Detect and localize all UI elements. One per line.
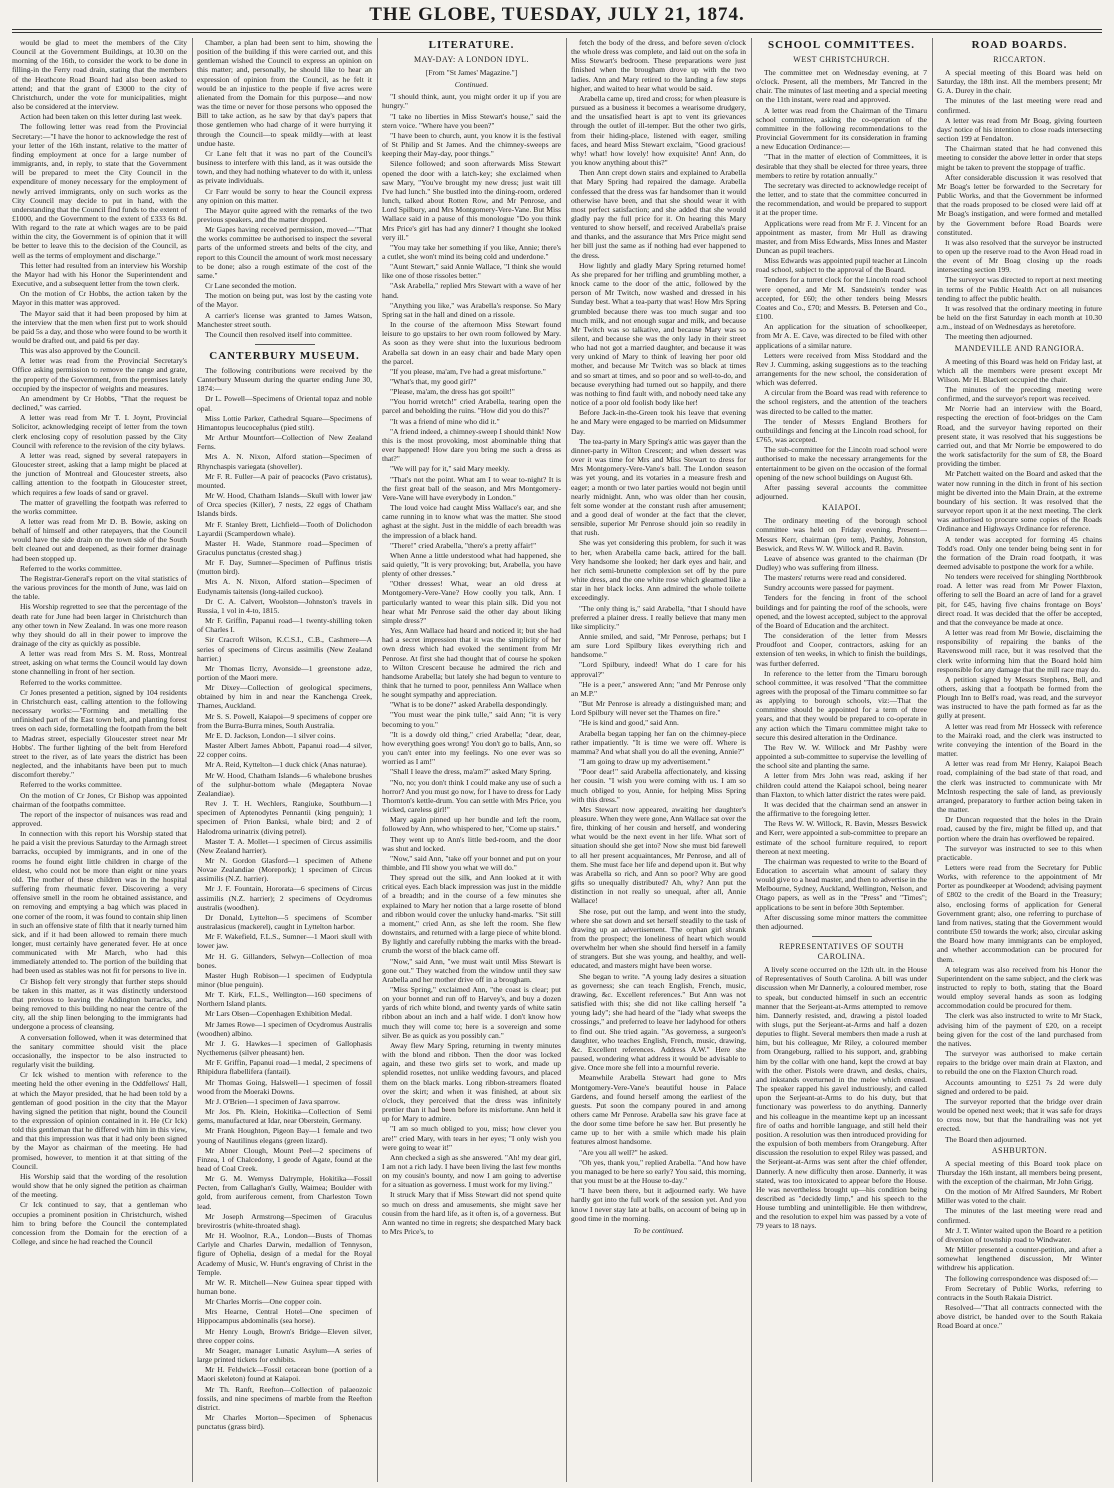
paragraph: Mr W. Hood, Chatham Islands—Skull with lower jaw of Orca species (Killer), 7 nests, 22 eggs of Chatham Islands birds. (197, 491, 372, 519)
paragraph: "Other dresses! What, wear an old dress at Montgomery-Vere-Vane? How coolly you talk, Ann. I particularly wanted to wear this plain silk. Did you not hear what Mr Penrose said the other day about liking simple dress?" (382, 579, 561, 625)
paragraph: Leave of absence was granted to the chairman (Dr Dudley) who was suffering from illness. (756, 553, 927, 572)
paragraph: Cr Jones presented a petition, signed by 104 residents in Christchurch east, calling attention to the following necessary works:—"Forming and metalling the unfinished part of the East town belt, and planting forest trees on each side, formetalling the footpath from the belt to Madras street, especially Gloucester street near Mr Hobbs'. The further lighting of the belt from Hereford street to the river, as of late years the district has been neglected, and the inhabitants have been put to much discomfort thereby." (12, 687, 187, 780)
paragraph: Dr Duncan requested that the holes in the Drain road, caused by the fire, might be filled up, and that portion where the drain has overflowed be repaired. (937, 815, 1102, 843)
paragraph: Cr Lane felt that it was no part of the Council's business to interfere with this land, as it was outside the town, and they had nothing whatever to do with it, unless as private individuals. (197, 148, 372, 186)
paragraph: The tender of Messrs England Brothers for outbuildings and fencing at the Lincoln road school, for £765, was accepted. (756, 416, 927, 445)
museum-contributions (197, 366, 372, 1431)
paragraph: Master T. A. Mollet—1 specimen of Circus assimilis (New Zealand harrier). (197, 836, 372, 855)
paragraph: "You may take her something if you like, Annie; there's a cutlet, she won't mind its being cold and underdone." (382, 242, 561, 261)
paragraph: Mr H. Woolnor, R.A., London—Busts of Thomas Carlyle and Charles Darwin, medallion of Tennyson, figure of Ophelia, design of a medal for the Royal Academy of Music, W. Hunt's engraving of Christ in the Temple. (197, 1231, 372, 1277)
story-text-continued (571, 38, 746, 1223)
paragraph: In reference to the letter from the Timaru borough school committee, it was resolved "That the committee agrees with the proposal of the Timaru committee so far as applying to borough schools, viz:—That the committee should be appointed for a term of three years, and that they would be prepared to co-operate in any action which the Timaru committee might take to secure this desired alteration in the Ordinance. (756, 668, 927, 742)
paragraph: would be glad to meet the members of the City Council at the Government Buildings, at 10.30 on the morning of the 16th, to consider the work to be done in filling-in the Ferry road drain, stating that the members of the Heathcote Road Board had also been asked to attend; and that the grant of £3000 to the city of Christchurch, under the vote for municipalities, might also be considered at the interview. (12, 38, 187, 112)
paragraph: Mr S. S. Powell, Kaiapoi—9 specimens of copper ore from the Burra-Burra mines, South Australia. (197, 711, 372, 730)
paragraph: A letter was read from the Chairman of the Timaru school committee, asking the co-operation of the committee in the following recommendations to the Provincial Government for its consideration in framing a new Education Ordinance:— (756, 105, 927, 152)
paragraph: Then Ann crept down stairs and explained to Arabella that Mary Spring had repaired the damage. Arabella confessed that the dress was far handsomer than it would otherwise have been, and that she should wear it with most perfect satisfaction; and she added that she would gladly pay the full price for it. On hearing this Mary ventured to show herself, and received Arabella's praise and thanks, and the assurance that Mrs Price might send her bill just the same as if nothing had ever happened to the dress. (571, 168, 746, 260)
section-divider (812, 936, 872, 937)
paragraph: A letter was read from Mr Hosseck with reference to the Mairaki road, and the clerk was instructed to write conveying the intention of the Board in the matter. (937, 721, 1102, 759)
paragraph: Mr J. F. Fountain, Hororata—6 specimens of Circus assimilis (N.Z. harrier); 2 specimens of Ocydromus australis (woodhen). (197, 884, 372, 912)
paragraph: In the course of the afternoon Miss Stewart found leisure to go upstairs to her own room followed by Mary. As soon as they were shut into the luxurious bedroom Arabella sat down in an easy chair and bade Mary open the parcel. (382, 320, 561, 366)
paragraph: Mr F. Wakefield, F.L.S., Sumner—1 Maori skull with lower jaw. (197, 932, 372, 951)
paragraph: Mr Charles Morton—Specimen of Sphenacus punctatus (grass bird). (197, 1413, 372, 1432)
paragraph: Arabella began tapping her fan on the chimney-piece rather impatiently. "It is time we were off. Where is mamma? And what shall you do all the evening, Annie?" (571, 728, 746, 756)
paragraph: Mr H. Feldwick—Fossil cetacean bone (portion of a Maori skeleton) found at Kaiapoi. (197, 1365, 372, 1384)
column-rule (566, 38, 567, 1482)
paragraph: It struck Mary that if Miss Stewart did not spend quite so much on dress and amusements, she might save her cousin from the hard life, as it often is, of a governess. But Ann wanted no time in regrets; she despatched Mary back to Mrs Price's, to (382, 1190, 561, 1237)
paragraph: Mr Miller presented a counter-petition, and after a somewhat lengthened discussion, Mr Winter withdrew his application. (937, 1245, 1102, 1273)
school-committees-heading: SCHOOL COMMITTEES. (768, 39, 915, 51)
paragraph: Cr Ick wished to mention with reference to the meeting held the other evening in the Oddfellows' Hall, at which the Mayor presided, that he had been told by a gentleman of good position in the city that the Mayor having signed the petition that night, bound the Council to the expression of opinion contained in it. He (Cr Ick) told this gentleman that he differed with him in this view, and that this impression was that it had only been signed by the Mayor as chairman of the meeting. He had promised, however, to mention it at that sitting of the Council. (12, 1070, 187, 1171)
paragraph: A special meeting of this Board took place on Thursday the 16th instant, all members being present, with the exception of the chairman, Mr John Grigg. (937, 1158, 1102, 1186)
paragraph: Rev J. T. H. Wechlers, Rangiuke, Southburn—1 specimen of Aptenodytes Pennantii (king penguin); 1 specimen of Prion Banksi, whale bird; and 2 of Halodroma urinatrix (diving petrel). (197, 799, 372, 836)
paragraph: A letter was read from Mrs S. M. Ross, Montreal street, asking on what terms the Council would lay down stone channelling in front of her section. (12, 649, 187, 677)
paragraph: Sundry accounts were passed for payment. (764, 583, 894, 593)
paragraph: "I have been there, but it adjourned early. We have hardly got into the full work of the session yet. And you know I never stay late at balls, on account of being up in good time in the morning. (571, 1186, 746, 1223)
paragraph: "What's that, my good girl?" (390, 377, 477, 386)
paragraph: Mr Henry Lough, Brown's Bridge—Eleven silver, three copper coins. (197, 1326, 372, 1345)
column-1 (12, 38, 187, 1482)
paragraph: Mrs A. N. Nixon, Alford station—Specimen of Eudynamis taitensis (long-tailed cuckoo). (197, 577, 372, 596)
paragraph: A conversation followed, when it was determined that the sanitary committee should visit the place occasionally, the inspector to be also instructed to regularly visit the building. (12, 1032, 187, 1070)
paragraph: On the motion of Cr Jones, Cr Bishop was appointed chairman of the footpaths committee. (12, 790, 187, 809)
paragraph: A letter was read from the Provincial Secretary's Office asking permission to remove the range and grate, the property of the Government, from the premises lately occupied by the inspector of weights and measures. (12, 356, 187, 393)
paragraph: Before Jack-in-the-Green took his leave that evening he and Mary were engaged to be married on Midsummer Day. (571, 408, 746, 436)
paragraph: After considerable discussion it was resolved that Mr Boag's letter be forwarded to the Secretary for Public Works, and that the Government be informed that the roads proposed to be closed were laid off at Mr Boag's instigation, and were formed and metalled by the Government before Road Boards were constituted. (937, 172, 1102, 237)
paragraph: Mr H. G. Gillanders, Selwyn—Collection of moa bones. (197, 951, 372, 970)
paragraph: A meeting of this Board was held on Friday last, at which all the members were present except Mr Wilson. Mr H. Blackett occupied the chair. (937, 356, 1102, 384)
section-divider (255, 344, 315, 345)
literature-heading: LITERATURE. (428, 39, 515, 51)
paragraph: The clerk was also instructed to write to Mr Stack, advising him of the payment of £20, on a receipt being given for the cost of the land purchased from the natives. (937, 1011, 1102, 1048)
museum-heading: CANTERBURY MUSEUM. (209, 350, 360, 362)
paragraph: Cr Farr would be sorry to hear the Council express any opinion on this matter. (197, 186, 372, 205)
paragraph: The motion on being put, was lost by the casting vote of the Mayor. (197, 291, 372, 310)
story-text (382, 92, 561, 1236)
paragraph: After passing several accounts the committee adjourned. (756, 482, 927, 502)
paragraph: Accounts amounting to £251 7s 2d were duly signed and ordered to be paid. (937, 1077, 1102, 1096)
paragraph: How lightly and gladly Mary Spring returned home! As she prepared for her trifling and grumbling mother, a knock came to the door of the attic, followed by the person of Mr Twitch, now washed and dressed in his Sunday best. What a tea-party that was! How Mrs Spring grumbled because there was too much sugar and too much milk, and not enough sugar and milk, and because Mr Twitch was so talkative, and because Mary was so silent, and because she was the only lady in their street who had not got a married daughter, and because it was very unkind of Mary to think of leaving her poor old mother, and because Mr Twitch was so black at times and so smart at times, and so poor and so well-to-do, and because everything had turned out so happily, and there was nothing to find fault with, and nobody need take any notice of a poor old foolish body like her! (571, 260, 746, 408)
paragraph: No tenders were received for shingling Northbrook road. A letter was read from Mr Power Flaxton, offering to sell the Board an acre of land for a gravel pit, for £45, having five chains frontage on Boys' direct road. It was decided that the offer be accepted, and that the conveyance be made at once. (937, 572, 1102, 627)
paragraph: The chairman was requested to write to the Board of Education to ascertain what amount of salary they would give to a head master, and then to advertise in the Melbourne, Sydney, Auckland, Wellington, Nelson, and Otago papers, as well as in the "Press" and "Times"; applications to be sent in before 30th September. (756, 856, 927, 912)
paragraph: Mrs Stewart now appeared, awaiting her daughter's pleasure. When they were gone, Ann Wallace sat over the fire, thinking of her cousin and herself, and wondering what would be the next event in her life. What sort of situation should she get into? Now she must bid farewell to all her present acquaintances, Mr Penrose, and all of them. She must face her life and depend upon it. But why was Arabella so rich, and Ann so poor? Why are good gifts so unequally distributed? Ah, why? Ann put the distinction in not really so unequal, after all, Annie Wallace! (571, 804, 746, 906)
paragraph: Cr Lane seconded the motion. (205, 281, 297, 291)
paragraph: Away flew Mary Spring, returning in twenty minutes with the blond and ribbon. Then the door was locked again, and these two girls set to work, and made up splendid rosettes, not unlike wedding favours, and placed them on the black marks. Long ribbon-streamers floated over the skirt; and when it was finished, at about six o'clock, they perceived that the dress was infinitely prettier than it had been before its misfortune. Ann held it up for Mary to admire. (382, 1040, 561, 1124)
south-carolina-heading: REPRESENTATIVES OF SOUTH CAROLINA. (779, 942, 904, 962)
paragraph: Mary again pinned up her bundle and left the room, followed by Ann, who whispered to her, "Come up stairs." (382, 815, 561, 834)
paragraph: A petition signed by Messrs Stephens, Bell, and others, asking that a footpath be formed from the Plough Inn to Bell's road, was read, and the surveyor was instructed to have the path formed as far as the gully at present. (937, 674, 1102, 721)
paragraph: "If you please, ma'am, I've had a great misfortune." (390, 366, 546, 376)
south-carolina-report (756, 965, 927, 1231)
to-be-continued: To be continued. (633, 1225, 684, 1235)
story-source: [From "St James' Magazine."] (425, 68, 518, 77)
paragraph: "The only thing is," said Arabella, "that I should have preferred a plainer dress. I really believe that many men like simplicity." (571, 603, 746, 631)
paragraph: "But Mr Penrose is already a distinguished man; and Lord Spilbury will never set the Thames on fire." (571, 699, 746, 718)
paragraph: They went up to Ann's little bed-room, and the door was shut and locked. (382, 834, 561, 853)
paragraph: After discussing some minor matters the committee then adjourned. (756, 912, 927, 931)
paragraph: Mr Charles Morris—One copper coin. (205, 1297, 322, 1307)
paragraph: Mr F. Stanley Brett, Lichfield—Tooth of Dolichodon Layardii (Scamperdown whale). (197, 519, 372, 538)
paragraph: The surveyor was authorised to make certain repairs to the bridge over main drain at Flaxton, and to rebuild the one on the Flaxton Church road. (937, 1049, 1102, 1077)
paragraph: The meeting then adjourned. (945, 332, 1033, 342)
ashburton-heading: ASHBURTON. (991, 1145, 1048, 1155)
paragraph: A special meeting of this Board was held on Saturday, the 18th inst. All the members present; Mr G. A. Durey in the chair. (937, 68, 1102, 96)
paragraph: Mr N. Gordon Glasford—1 specimen of Athene Novae Zealandiae (Morepork); 1 specimen of Circus assimilis (N.Z. harrier). (197, 855, 372, 884)
paragraph: The tea-party in Mary Spring's attic was gayer than the dinner-party in Wilton Crescent; and when dessert was over it was time for Mrs and Miss Stewart to dress for Mrs Montgomery-Vere-Vane's ball. The London season was yet young, and its votaries in a measure fresh and eager; a month or two later parties would not begin until nearly midnight. Ann, who was older than her cousin, felt some wonder at the constant rush after amusement; and a good deal of wonder at the fact that the clever, sensible, superior Mr Penrose should join so readily in that rush. (571, 436, 746, 538)
paragraph: Referred to the works committee. (20, 677, 122, 687)
paragraph: Cr Ick continued to say, that a gentleman who occupies a prominent position in Christchurch, wished him to bring before the Council the contemplated concession from the Domain for the erection of a College, and since he had reached the Council (12, 1200, 187, 1246)
paragraph: His Worship said that the wording of the resolution would show that he only signed the petition as chairman of the meeting. (12, 1171, 187, 1200)
paragraph: Mr F. Day, Sumner—Specimen of Puffinus tristis (mutton bird). (197, 558, 372, 577)
west-christchurch-heading: WEST CHRISTCHURCH. (793, 55, 890, 64)
council-report (12, 38, 187, 1246)
paragraph: This letter had resulted from an interview his Worship the Mayor had with his Honor the Superintendent and Executive, and a subsequent letter from the town clerk. (12, 260, 187, 289)
paragraph: Mr A. Reid, Kyttelton—1 duck chick (Anas naturae). (205, 760, 367, 770)
column-rule (751, 38, 752, 1482)
paragraph: Referred to the works committee. (20, 780, 122, 790)
mandeville-rangiora-report (937, 357, 1102, 1144)
paragraph: "Poor dear!" said Arabella affectionately, and kissing her cousin. "I wish you were coming with us. I am so much obliged to you, Annie, for helping Miss Spring with this dress." (571, 767, 746, 804)
paragraph: Mr E. D. Jackson, London—1 silver coins. (205, 730, 336, 740)
paragraph: Meanwhile Arabella Stewart had gone to Mrs Montgomery-Vere-Vane's beautiful house in Palace Gardens, and found herself among the earliest of the guests. Put soon the company poured in and among others came Mr Penrose. Arabella saw his grave face at the door some time before he saw her. But presently he came up to her with a smile which made his plain features almost handsome. (571, 1073, 746, 1147)
west-christchurch-report (756, 68, 927, 501)
paragraph: An application for the situation of schoolkeeper, from Mr A. E. Cave, was directed to be filed with other applications of a similar nature. (756, 322, 927, 350)
paragraph: In connection with this report his Worship stated that he paid a visit the previous Saturday to the Armagh street barracks, occupied by immigrants, and in one of the rooms he found eight little children in charge of the eldest, who could not be more than eight or nine years old. The mother of these children was in the hospital suffering from rheumatic fever. Discovering a very offensive smell in the room he obtained assistance, and on removing and emptying a bag which was placed in one corner of the room, it was found to contain ship linen in such an offensive state of filth that it nearly turned him sick, and if it had been allowed to remain there much longer, must certainly have generated fever. He at once communicated with Mr March, who had this immediately attended to. The portion of the building that had been used as stables was not fit for persons to live in. (12, 829, 187, 976)
paragraph: An amendment by Cr Hobbs, "That the request be declined," was carried. (12, 393, 187, 413)
paragraph: The Mayor quite agreed with the remarks of the two previous speakers, and the matter dropped. (197, 205, 372, 224)
column-6 (937, 38, 1102, 1482)
paragraph: Mr Seager, manager Lunatic Asylum—A series of large printed tickets for exhibits. (197, 1345, 372, 1365)
paragraph: Resolved—"That all contracts connected with the above district, be handed over to the South Rakaia Road Board at once." (937, 1303, 1102, 1331)
ashburton-report (937, 1159, 1102, 1331)
paragraph: Mr J. G. Hawkes—1 specimen of Gallophasis Nycthemerus (silver pheasant) hen. (197, 1038, 372, 1058)
paragraph: Dr Donald, Lyttelton—5 specimens of Scomber australasicus (mackerel), caught in Lyttelton harbor. (197, 912, 372, 932)
paragraph: Dr C. A. Calvert, Woolston—Johnston's travels in Russia, 1 vol in 4-to, 1815. (197, 596, 372, 615)
paragraph: The masters' returns were read and considered. (764, 573, 907, 583)
continued-label: Continued. (454, 80, 489, 90)
masthead-rule-2 (12, 32, 1102, 33)
paragraph: Applications were read from Mr F. J. Vincent for an appointment as master, from Mr Hull as drawing master, and from Miss Edwards, Miss Innes and Master Duncan as pupil teachers. (756, 218, 927, 255)
paragraph: She rose, put out the lamp, and went into the study, where she sat down and set herself steadily to the task of drawing up an advertisement. The orphan girl shrank from the prospect; the loneliness of heart which would overwhelm her when she should find herself in a family of strangers. But she was young, and healthy, and well-educated, and masters might have been worse. (571, 906, 746, 971)
column-rule (932, 38, 933, 1482)
paragraph: It was also resolved that the surveyor be instructed to open up the reserve road to the Avon Head road in the event of Mr Boag closing up the roads intersecting section 199. (937, 237, 1102, 275)
paragraph: Mr Dixey—Collection of geological specimens, obtained by him in and near the Kanchenga Creek, Thames, Auckland. (197, 683, 372, 711)
paragraph: Mr Jos. Ph. Klein, Hokitika—Collection of Semi gems, manufactured at Idar, near Oberstein, Germany. (197, 1107, 372, 1126)
paragraph: "We will pay for it," said Mary meekly. (390, 464, 510, 474)
paragraph: The Revs W. W. Willock, R. Bavin, Messrs Beswick and Kerr, were appointed a sub-committee to prepare an estimate of the school furniture required, to report thereon at next meeting. (756, 819, 927, 856)
paragraph: The following contributions were received by the Canterbury Museum during the quarter ending June 30, 1874:— (197, 366, 372, 394)
paragraph: Dr L. Powell—Specimens of Oriental topaz and noble opal. (197, 394, 372, 413)
paragraph: A letter from Mrs John was read, asking if her children could attend the Kaiapoi school, being nearer than Flaxton, to which latter district the rates were paid. (756, 771, 927, 799)
paragraph: A circular from the Board was read with reference to the school registers, and the attention of the teachers was directed to be called to the matter. (756, 388, 927, 416)
paragraph: Mr Patchett waited on the Board and asked that the water now running in the ditch in front of his section might be diverted into the Main Drain, at the extreme boundary of his section. It was resolved that the surveyor report upon it at the next meeting. The clerk was authorised to procure some copies of the Roads Ordinance and Highways Ordinance for reference. (937, 469, 1102, 534)
paragraph: "Oh yes, thank you," replied Arabella. "And how have you managed to be here so early? You said, this morning, that you must be at the House to-day." (571, 1157, 746, 1186)
paragraph: Miss Edwards was appointed pupil teacher at Lincoln road school, subject to the approval of the Board. (756, 256, 927, 275)
paragraph: Ann checked a sigh as she answered. "Ah! my dear girl, I am not a rich lady. I have been living the last few months on my cousin's bounty, and now I am going to advertise for a situation as governess. I must work for my living." (382, 1152, 561, 1190)
paragraph: Chamber, a plan had been sent to him, showing the position of the building if this were carried out, and this gentleman wished the Council to express an opinion on this matter; and, personally, he should like to hear an expression of opinion from the Council, as he felt it would be an injustice to the people if five acres were alienated from the Domain for this purpose—and now was the time or never for those persons who opposed the Bill to take action, as he saw by that day's papers that those gentlemen who had charge of it were hurrying it through the Council—to speak mildly—with at least undue haste. (197, 38, 372, 148)
paragraph: "What is to be done?" asked Arabella despondingly. (390, 700, 548, 710)
paragraph: The minutes of the last meeting were read and confirmed. (937, 96, 1102, 115)
paragraph: A letter was read from Mr Bowie, disclaiming the responsibility of repairing the banks of the Ravenswood mill race, but it was resolved that the clerk write informing him that the Board hold him responsible for any damage that the mill race may do. (937, 628, 1102, 674)
paragraph: The following correspondence was disposed of:— (945, 1273, 1098, 1283)
paragraph: Mrs Hearne, Central Hotel—One specimen of Hippocampus abdominalis (sea horse). (197, 1307, 372, 1326)
paragraph: On the motion of Mr Alfred Saunders, Mr Robert Miller was voted to the chair. (937, 1187, 1102, 1206)
paragraph: Arabella came up, tired and cross; for when pleasure is pursued as a business it becomes a wearisome drudgery, and the unsatisfied heart is apt to vent its grievances through the outlet of ill-temper. But the other two girls, from their hiding-place, listened with eager, smiling faces, and heard Miss Stewart exclaim, "Good gracious! why! what! how lovely! how exquisite! Ann! Ann, do you know anything about this?" (571, 93, 746, 168)
paragraph: It was decided that the chairman send an answer in the affirmative to the foregoing letter. (756, 799, 927, 819)
paragraph: Yes, Ann Wallace had heard and noticed it; but she had had a secret impression that it was the simplicity of her own dress which had evoked the sentiment from Mr Penrose. At first she had thought that of course he spoken to Wilton Crescent because he admired the rich and handsome Arabella; but lately she had begun to venture to think that he turned to poor, penniless Ann Wallace when he sought sympathy and appreciation. (382, 626, 561, 700)
paragraph: His Worship regretted to see that the percentage of the death rate for June had been larger in Christchurch than any other town in New Zealand. In was one more reason why they should do all in their power to improve the drainage of the city as quickly as possible. (12, 602, 187, 648)
paragraph: Mr Abner Clough, Mount Peel—2 specimens of Finzea, 1 of Chalcedony, 1 geode of Agate, found at the head of Coal Creek. (197, 1145, 372, 1173)
masthead: THE GLOBE, TUESDAY, JULY 21, 1874. (369, 4, 745, 25)
paragraph: A carrier's license was granted to James Watson, Manchester street south. (197, 310, 372, 329)
paragraph: "He is a peer," answered Ann; "and Mr Penrose only an M.P." (571, 679, 746, 698)
paragraph: Mr G. M. Wemyss Dalrymple, Hokitika—Fossil Pecten, from Callaghan's Gully, Waimea; Boulder with gold, from auriferous cement, from Charleston Town lead. (197, 1174, 372, 1211)
paragraph: Mr W. R. Mitchell—New Guinea spear tipped with human bone. (197, 1277, 372, 1296)
paragraph: On the motion of Cr Hobbs, the action taken by the Mayor in this matter was approved. (12, 289, 187, 308)
paragraph: Mr F. R. Fuller—A pair of peacocks (Pavo cristatus), mounted. (197, 471, 372, 490)
paragraph: The ordinary meeting of the borough school committee was held on Friday evening. Present—Messrs Kerr, chairman (pro tem), Pashby, Johnston, Beswick, and Revs W. W. Willock and R. Bavin. (756, 516, 927, 553)
paragraph: Mr F. Griffin, Papanui road—1 twenty-shilling token of Charles I. (197, 616, 372, 635)
paragraph: Sir Cracroft Wilson, K.C.S.I., C.B., Cashmere—A series of specimens of Circus assimilis (New Zealand harrier.) (197, 635, 372, 663)
paragraph: A letter was read from Mr D. B. Bowie, asking on behalf of himself and other ratepayers, that the Council would have the side drain on the town side of the South belt cleaned out and deepened, as their former drainage had been stopped up. (12, 516, 187, 563)
paragraph: "I should think, aunt, you might order it up if you are hungry." (382, 92, 561, 111)
paragraph: Mr Joseph Armstrong—Specimen of Graculus brevirostris (white-throated shag). (197, 1211, 372, 1230)
paragraph: Master H. Wade, Stanmore road—Specimen of Graculus punctatus (crested shag.) (197, 538, 372, 557)
kaiapoi-report (756, 516, 927, 931)
paragraph: They spread out the silk, and Ann looked at it with critical eyes. Each black impression was just in the middle of a breadth; and in the course of a few minutes she explained to Mary her notion that a large rosette of blond and ribbon would cover the unlucky hand-marks. "Sit still a moment," cried Ann, as she left the room. She flew downstairs, and returned with a large piece of white blond. By lightly and carefully rubbing the marks with the bread-crumb the worst of the black came off. (382, 873, 561, 956)
road-boards-heading: ROAD BOARDS. (971, 39, 1068, 51)
paragraph: The Council then resolved itself into committee. (205, 329, 352, 339)
paragraph: A lively scene occurred on the 12th ult. in the House of Representatives of South Carolina. A bill was under discussion when Mr Dannerly, a coloured member, rose to speak, but conducted himself in such an eccentric manner that the Serjeant-at-Arms attempted to remove him. Dannerly resisted, and, drawing a pistol loaded with slugs, put the Serjeant-at-Arms and half a dozen deputies to flight. Several members then made a rush at him, but his colleague, Mr Riley, a coloured member from Orangeburg, rallied to his support, and, grabbing him by the collar with one hand, kept the crowd at bay with the other. Pistols were drawn, and desks, chairs, and inkstands overturned in the melee which ensued. The speaker rapped his gavel industriously, and called upon the Serjeant-at-Arms to do his duty, but that functionary was powerless to do anything. Dannerly and his colleague in the meantime kept up an incessant fire of oaths and horrible language, and still held their position. A resolution was then introduced providing for the expulsion of both members from Orangeburg. After discussion the resolution to expel Riley was passed, and the Serjeant-at-Arms was sent after the chief offender, Dannerly. A new difficulty then arose. Dannerly, it was stated, was too intoxicated to appear before the House. He was nevertheless brought up—his condition being described as "decidedly limp," and his speech to the House tumbling and unintelligible. He then withdrew, and the resolution to expel him was passed by a vote of 79 years to 18 nays. (756, 965, 927, 1231)
paragraph: The surveyor reported that the bridge over drain would be opened next week; that it was safe for drays to cross now, but that the handrailing was not yet erected. (937, 1096, 1102, 1134)
paragraph: "Miss Spring," exclaimed Ann, "the coast is clear; put on your bonnet and run off to Harvey's, and buy a dozen yards of rich white blond, and twenty yards of white satin ribbon about an inch and a half wide. I don't know how much they will come to; here is a sovereign and some silver. Be as quick as you possibly can." (382, 985, 561, 1040)
paragraph: Master Albert James Abbott, Papanui road—4 silver, 22 copper coins. (197, 741, 372, 760)
paragraph: Mr J. O'Brien—1 specimen of Java sparrow. (205, 1096, 340, 1106)
paragraph: "Are you all well?" he asked. (579, 1147, 668, 1157)
paragraph: Cr Bishop felt very strongly that further steps should be taken in this matter, as it was distinctly understood that previous to leaving the Addington barracks, and being removed to this building no near the centre of the city, all the ship linen belonging to the immigrants had undergone a process of cleansing. (12, 976, 187, 1032)
column-3 (382, 38, 561, 1482)
paragraph: The minutes of the last meeting were read and confirmed. (937, 1206, 1102, 1225)
paragraph: "Now," said Ann, "take off your bonnet and put on your thimble, and I'll show you what we will do." (382, 853, 561, 872)
paragraph: Mr F. Griffin, Papanui road—1 medal, 2 specimens of Rhipidura flabellifera (fantail). (197, 1058, 372, 1077)
paragraph: The committee met on Wednesday evening, at 7 o'clock. Present, all the members, Mr Tancred in the chair. The minutes of last meeting and a special meeting on the 11th instant, were read and approved. (756, 68, 927, 105)
paragraph: Mr James Rowe—1 specimen of Ocydromus Australis (woodhen) albino. (197, 1019, 372, 1038)
paragraph: The Chairman stated that he had convened this meeting to consider the above letter in order that steps might be taken to prevent the stoppage of traffic. (937, 144, 1102, 172)
paragraph: "It was a friend of mine who did it." (390, 416, 500, 426)
paragraph: She was yet considering this problem, for such it was to her, when Arabella came back, attired for the ball. Very handsome she looked; her dark eyes and hair, and her rich semi-brunette complexion set off by the pure white dress, and the one white rose which gleamed like a star in her black locks. Ann admired the whole toilette exceedingly. (571, 538, 746, 603)
paragraph: Master Hugh Robison—1 specimen of Eudyptula minor (blue penguin). (197, 970, 372, 989)
paragraph: Mr Thomas Going, Halswell—1 specimen of fossil wood from the Moeraki Downs. (197, 1077, 372, 1096)
council-report-continued (197, 38, 372, 339)
paragraph: Mrs A. N. Nixon, Alford station—Specimen of Rhynchaspis variegata (shoveller). (197, 452, 372, 471)
paragraph: Annie smiled, and said, "Mr Penrose, perhaps; but I am sure Lord Spilbury likes everything rich and handsome." (571, 632, 746, 660)
paragraph: Mr Frank Houghton, Pigeon Bay—1 female and two young of Nautilinus elegans (green lizard). (197, 1126, 372, 1145)
paragraph: "Please, ma'am, the dress has got spoilt!" (390, 387, 515, 397)
paragraph: Letters were received from Miss Stoddard and the Rev J. Cumming, asking suggestions as to the teaching arrangements for the new school, the consideration of which was deferred. (756, 350, 927, 388)
paragraph: A letter was read from Mr T. I. Joynt, Provincial Solicitor, acknowledging receipt of letter from the town clerk enclosing copy of resolution passed by the City Council with reference to the revision of the city bylaws. (12, 413, 187, 450)
paragraph: "Ask Arabella," replied Mrs Stewart with a wave of her hand. (382, 281, 561, 300)
paragraph: The consideration of the letter from Messrs Proudfoot and Cooper, contractors, asking for an extension of ten weeks, in which to finish the buildings, was further deferred. (756, 631, 927, 668)
paragraph: Mr Norrie had an interview with the Board, respecting the erection of foot-bridges on the Cam Road, and the surveyor having reported on their present state, it was resolved that his suggestions be carried out, and that Mr Norrie be empowered to do the work satisfactorily for the sum of £8, the Board providing the timber. (937, 404, 1102, 469)
riccarton-heading: RICCARTON. (993, 55, 1046, 64)
mandeville-rangiora-heading: MANDEVILLE AND RANGIORA. (954, 343, 1085, 353)
paragraph: fetch the body of the dress, and before seven o'clock the whole dress was complete, and laid out on the sofa in Miss Stewart's bedroom. These preparations were just finished when the brougham drove up with the two ladies. Ann and Mary retired to the landing a few steps higher, and waited to hear what would be said. (571, 38, 746, 93)
column-5 (756, 38, 927, 1482)
paragraph: A tender was accepted for forming 45 chains Todd's road. Only one tender being being sent in for the formation of the Drain road footpath, it was deemed advisable to postpone the work for a while. (937, 534, 1102, 571)
paragraph: From Secretary of Public Works, referring to contracts in the South Rakaia District. (937, 1283, 1102, 1302)
paragraph: Mr J. T. Winter waited upon the Board re a petition of diversion of township road to Windwater. (937, 1225, 1102, 1244)
paragraph: Mr W. Hood, Chatham Islands—6 whalebone brushes of the sulphur-bottom whale (Megaptera Novae Zealandiae). (197, 770, 372, 798)
paragraph: When Anne a little understood what had happened, she said quietly, "It is very provoking; but, Arabella, you have plenty of other dresses." (382, 550, 561, 579)
paragraph: The report of the inspector of nuisances was read and approved. (12, 809, 187, 828)
paragraph: "Lord Spilbury, indeed! What do I care for his approval?" (571, 660, 746, 679)
paragraph: "I am going to draw up my advertisement." (579, 757, 711, 767)
paragraph: "That in the matter of election of Committees, it is desirable that they shall be elected for three years, three members to retire by rotation annually." (756, 152, 927, 180)
column-4 (571, 38, 746, 1482)
paragraph: Tenders for a turret clock for the Lincoln road school were opened, and Mr M. Sandstein's tender was accepted, for £60; the other tenders being Messrs Coates and Co., £70; and Messrs. B. Petersen and Co., £100. (756, 275, 927, 322)
paragraph: Letters were read from the Secretary for Public Works, with reference to the appointment of Mr Porter as poundkeeper at Woodend; advising payment of £802 to the credit of the Board in the Treasury; also, enclosing forms of application for General Government grant; also, one referring to purchase of land from natives, stating that the Government would contribute £50 towards the work; also, circular asking the Board how many immigrants can be employed, and whether accommodation can be procured for them. (937, 862, 1102, 964)
paragraph: "I take no liberties in Miss Stewart's house," said the stern voice. "Where have you been?" (382, 111, 561, 130)
masthead-rule (12, 29, 1102, 30)
paragraph: "There!" cried Arabella, "there's a pretty affair!" (390, 540, 537, 550)
paragraph: The Mayor said that it had been proposed by him at the interview that the men when first put to work should be paid 5s a day, and those who were found to be worth it would be drafted out, and paid 6s per day. (12, 308, 187, 345)
paragraph: The Board then adjourned. (945, 1134, 1027, 1144)
paragraph: Mr Lars Olsen—Copenhagen Exhibition Medal. (205, 1009, 352, 1019)
paragraph: The minutes of the preceding meeting were confirmed, and the surveyor's report was received. (937, 385, 1102, 404)
paragraph: It was resolved that the ordinary meeting in future be held on the first Saturday in each month at 10.30 a.m., instead of on Wednesdays as heretofore. (937, 303, 1102, 332)
paragraph: Miss Lottie Parker, Cathedral Square—Specimens of Himantopus leucocephalus (pied stilt). (197, 413, 372, 432)
column-rule (192, 38, 193, 1482)
paragraph: The sub-committee for the Lincoln road school were authorised to make the necessary arrangements for the entertainment to be given on the occasion of the formal opening of the new school buildings on August 6th. (756, 445, 927, 482)
paragraph: The Rev W. W. Willock and Mr Pashby were appointed a sub-committee to supervise the levelling of the school site and planting the same. (756, 742, 927, 771)
paragraph: The matter of gravelling the footpath was referred to the works committee. (12, 497, 187, 516)
paragraph: Mr T. Kirk, F.L.S., Wellington—160 specimens of Northern Island plants. (197, 990, 372, 1009)
paragraph: "He is kind and good," said Ann. (579, 718, 679, 728)
paragraph: "Aunt Stewart," said Annie Wallace, "I think she would like one of those rissoles better." (382, 262, 561, 281)
paragraph: Referred to the works committee. (20, 563, 122, 573)
paragraph: A letter was read, signed by several ratepayers in Gloucester street, asking that a lamp might be placed at the junction of Montreal and Gloucester streets, also calling attention to the footpath in Gloucester street, which requires a few loads of sand or gravel. (12, 450, 187, 497)
paragraph: Mr Arthur Mountfort—Collection of New Zealand Ferns. (197, 433, 372, 452)
column-rule (377, 38, 378, 1482)
paragraph: The surveyor was instructed to see to this when practicable. (937, 843, 1102, 862)
story-title: MAY-DAY: A LONDON IDYL. (413, 55, 530, 64)
paragraph: Mr Th. Ranft, Reefton—Collection of palaeozoic fossils, and nine specimens of marble from the Reefton district. (197, 1384, 372, 1412)
paragraph: A telegram was also received from his Honor the Superintendent on the same subject, and the clerk was instructed to reply to both, stating that the Board would employ several hands as soon as lodging accommodation could be procured for them. (937, 964, 1102, 1011)
paragraph: "It is a dowdy old thing," cried Arabella; "dear, dear, how everything goes wrong! You don't go to balls, Ann, so you can't enter into my feelings. No one ever was so worried as I am!" (382, 729, 561, 767)
paragraph: "I have been to church, aunt, you know it is the festival of St Philip and St James. And the chimney-sweeps are keeping their May-day, poor things." (382, 130, 561, 159)
paragraph: The following letter was read from the Provincial Secretary:—"I have the honor to acknowledge the rest of your letter of the 16th instant, relative to the matter of finding employment at once for a large number of immigrants, and, in reply, to state that the Government will be prepared to meet the City Council in the expenditure of money necessary for the employment of newly arrived immigrants, only on such works as the City Council may decide to put in hand, with the understanding that the Council find funds to the extent of £1000, and the Government to the extent of £333 6s 8d. With regard to the rate at which wages are to be paid within the city, the Government is of opinion that it will be better to leave this to the decision of the Council, as well as the terms of employment and discharge." (12, 122, 187, 260)
paragraph: Mr Gapes having received permission, moved—"That the works committee be authorised to inspect the several parts of the unformed streets and belts of the city, and report to this Council the amount of work most necessary to be done; also a rough estimate of the cost of the same." (197, 225, 372, 280)
paragraph: The secretary was directed to acknowledge receipt of the letter, and to state that the committee concurred in the recommendation, and would be prepared to support it at the proper time. (756, 180, 927, 218)
paragraph: "Now," said Ann, "we must wait until Miss Stewart is gone out." They watched from the window until they saw Arabella and her mother drive off in a brougham. (382, 956, 561, 984)
paragraph: The Registrar-General's report on the vital statistics of the various provinces for the month of June, was laid on the table. (12, 573, 187, 602)
paragraph: "Shall I leave the dress, ma'am?" asked Mary Spring. (390, 767, 552, 777)
paragraph: "A friend indeed, a chimney-sweep I should think! Now this is the most provoking, most abominable thing that ever happened! How dare you bring me such a dress as that?" (382, 426, 561, 464)
paragraph: "You horrid wretch!" cried Arabella, tearing open the parcel and beholding the ruins. "How did you do this?" (382, 397, 561, 416)
paragraph: This was also approved by the Council. (20, 346, 141, 356)
paragraph: The surveyor was directed to report at next meeting in terms of the Public Health Act on all nuisances tending to affect the public health. (937, 275, 1102, 303)
paragraph: A letter was read from Mr Boag, giving fourteen days' notice of his intention to close roads intersecting section 199 at Fendalton. (937, 115, 1102, 144)
paragraph: "No, no; you don't think I could make any use of such a horror? And you must go now, for I have to dress for Lady Thornton's kettle-drum. You can settle with Mrs Price, you wicked, careless girl!" (382, 777, 561, 815)
paragraph: A letter was read from Mr Henry, Kaiapoi Beach road, complaining of the bad state of that road, and the clerk was instructed to communicate with Mr McIntosh respecting the sale of land, as previously arranged, preparatory to further action being taken in the matter. (937, 759, 1102, 815)
paragraph: The loud voice had caught Miss Wallace's ear, and she came running in to know what was the matter. She stood aghast at the sight. Just in the middle of each breadth was the impression of a black hand. (382, 503, 561, 540)
column-2 (197, 38, 372, 1482)
paragraph: Tenders for the fencing in front of the school buildings and for painting the roof of the schools, were opened, and the lowest accepted, subject to the approval of the Board of Education and the architect. (756, 593, 927, 630)
kaiapoi-heading: KAIAPOI. (822, 503, 861, 513)
riccarton-report (937, 68, 1102, 342)
paragraph: Action had been taken on this letter during last week. (20, 112, 182, 122)
paragraph: "I am so much obliged to you, miss; how clever you are!" cried Mary, with tears in her eyes; "I only wish you were going to wear it!" (382, 1124, 561, 1152)
paragraph: Silence followed; and soon afterwards Miss Stewart opened the door with a latch-key; she exclaimed when saw Mary, "You've brought my new dress; just wait till I've had lunch." She bustled into the dining-room, ordered lunch, talked about Rotten Row, and Mr Penrose, and Lord Spilbury, and Mrs Montgomery-Vere-Vane. But Miss Wallace said in a pause of this monologue "Do you think Mrs Price's girl has had any dinner? I thought she looked very ill." (382, 159, 561, 242)
paragraph: "Anything you like," was Arabella's response. So Mary Spring sat in the hall and dined on a rissole. (382, 300, 561, 319)
paragraph: "That's not the point. What am I to wear to-night? It is the first great ball of the season, and Mrs Montgomery-Vere-Vane will have everybody in London." (382, 474, 561, 502)
paragraph: She began to write. "A young lady desires a situation as governess; she can teach English, French, music, drawing, &c. Excellent references." But Ann was not satisfied with this; she did not like calling herself "a young lady"; she had heard of the "lady what sweeps the crossings," and preferred to leave her ladyhood for others to find out. She tried again. "As governess, a surgeon's daughter, who teaches English, French, music, drawing, &c. Excellent references. Address A.W." Here she paused, wondering what address it would be advisable to give. Once more she fell into a mournful reverie. (571, 971, 746, 1073)
paragraph: Mr Thomas Ilcrry, Avonside—1 greenstone adze, portion of the Maori mere. (197, 663, 372, 682)
paragraph: "You must wear the pink tulle," said Ann; "it is very becoming to you." (382, 710, 561, 729)
